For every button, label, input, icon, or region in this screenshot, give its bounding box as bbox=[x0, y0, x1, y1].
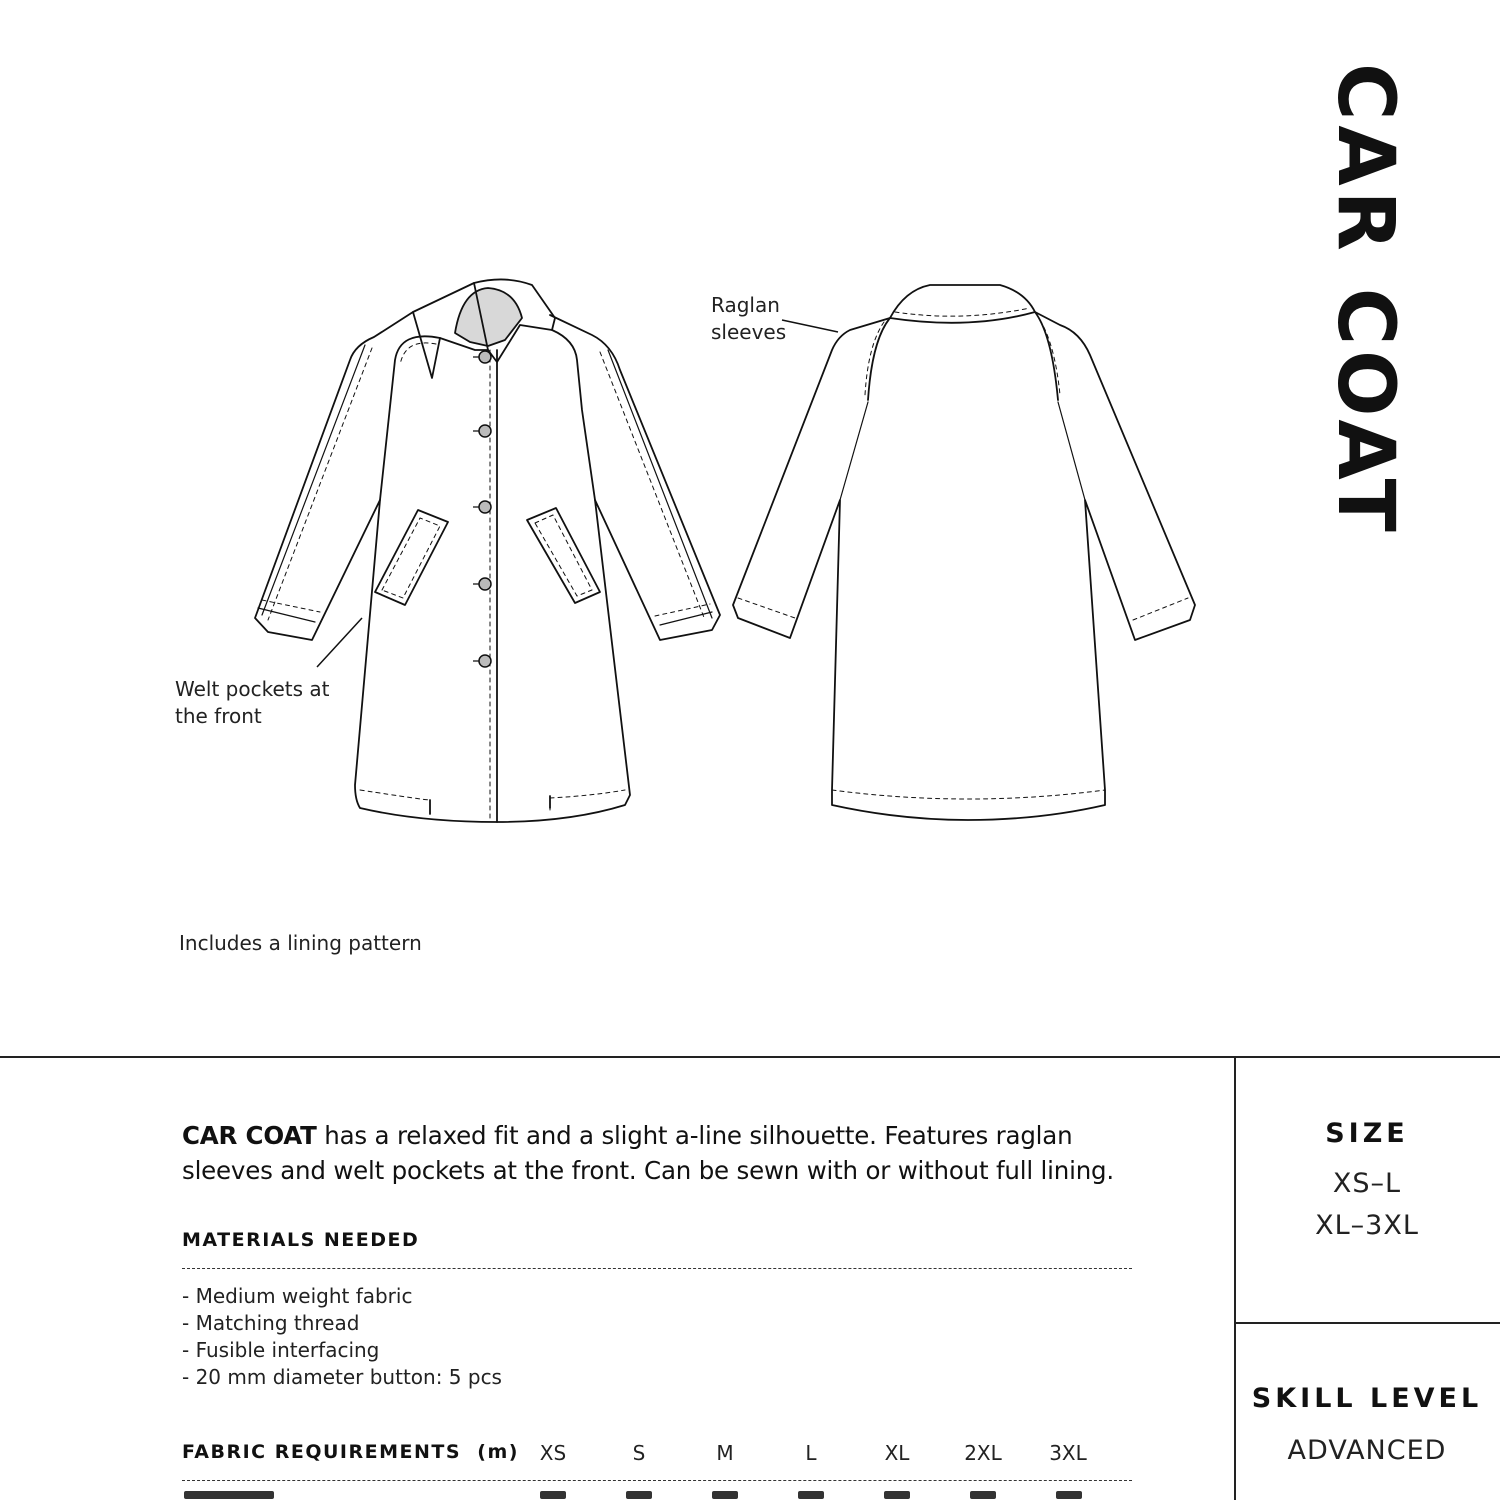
size-range-1: XS–L bbox=[1332, 1168, 1402, 1199]
lining-note: Includes a lining pattern bbox=[179, 931, 422, 955]
page-title: CAR COAT bbox=[1320, 63, 1410, 537]
button-icon bbox=[479, 655, 491, 667]
materials-dash-rule bbox=[182, 1268, 1132, 1269]
materials-list bbox=[182, 1283, 502, 1391]
button-icon bbox=[479, 578, 491, 590]
raglan-callout-line1: Raglan bbox=[711, 293, 780, 317]
welt-callout-line2: the front bbox=[175, 704, 262, 728]
raglan-callout-line2: sleeves bbox=[711, 320, 787, 344]
sidebar-split-divider bbox=[1234, 1322, 1500, 1324]
raglan-leader-line bbox=[782, 320, 838, 332]
fabric-size-header: S bbox=[632, 1441, 646, 1465]
description bbox=[182, 1118, 1162, 1188]
list-item: - Matching thread bbox=[182, 1311, 360, 1335]
button-icon bbox=[479, 501, 491, 513]
section-divider bbox=[0, 1056, 1500, 1058]
size-range-2: XL–3XL bbox=[1315, 1210, 1419, 1241]
skill-heading: SKILL LEVEL bbox=[1251, 1383, 1483, 1414]
welt-callout bbox=[175, 676, 329, 730]
coat-back-sketch bbox=[733, 285, 1195, 820]
fabric-size-header: M bbox=[716, 1441, 734, 1465]
button-icon bbox=[479, 351, 491, 363]
list-item: - Medium weight fabric bbox=[182, 1284, 413, 1308]
list-item: - Fusible interfacing bbox=[182, 1338, 380, 1362]
fabric-size-header: 3XL bbox=[1049, 1441, 1087, 1465]
button-icon bbox=[479, 425, 491, 437]
fabric-size-header: L bbox=[805, 1441, 817, 1465]
welt-callout-line1: Welt pockets at bbox=[175, 677, 330, 701]
raglan-callout bbox=[711, 292, 786, 346]
welt-leader-line bbox=[317, 618, 362, 667]
materials-heading: MATERIALS NEEDED bbox=[182, 1229, 420, 1251]
fabric-heading-label: FABRIC REQUIREMENTS bbox=[182, 1441, 462, 1463]
fabric-heading bbox=[182, 1441, 519, 1463]
description-text: has a relaxed fit and a slight a-line silhouette. Features raglan sleeves and welt pockets at the front. Can be sewn with or without full lining. bbox=[182, 1121, 1114, 1185]
list-item: - 20 mm diameter button: 5 pcs bbox=[182, 1365, 502, 1389]
size-heading: SIZE bbox=[1325, 1118, 1409, 1149]
fabric-size-header: XS bbox=[539, 1441, 567, 1465]
description-name: CAR COAT bbox=[182, 1121, 317, 1150]
front-buttons bbox=[479, 351, 491, 667]
skill-value: ADVANCED bbox=[1287, 1435, 1447, 1466]
fabric-size-header: 2XL bbox=[964, 1441, 1002, 1465]
fabric-size-header: XL bbox=[884, 1441, 910, 1465]
fabric-row-cut-off bbox=[182, 1491, 1132, 1503]
fabric-dash-rule bbox=[182, 1480, 1132, 1481]
fabric-unit: (m) bbox=[477, 1441, 519, 1463]
